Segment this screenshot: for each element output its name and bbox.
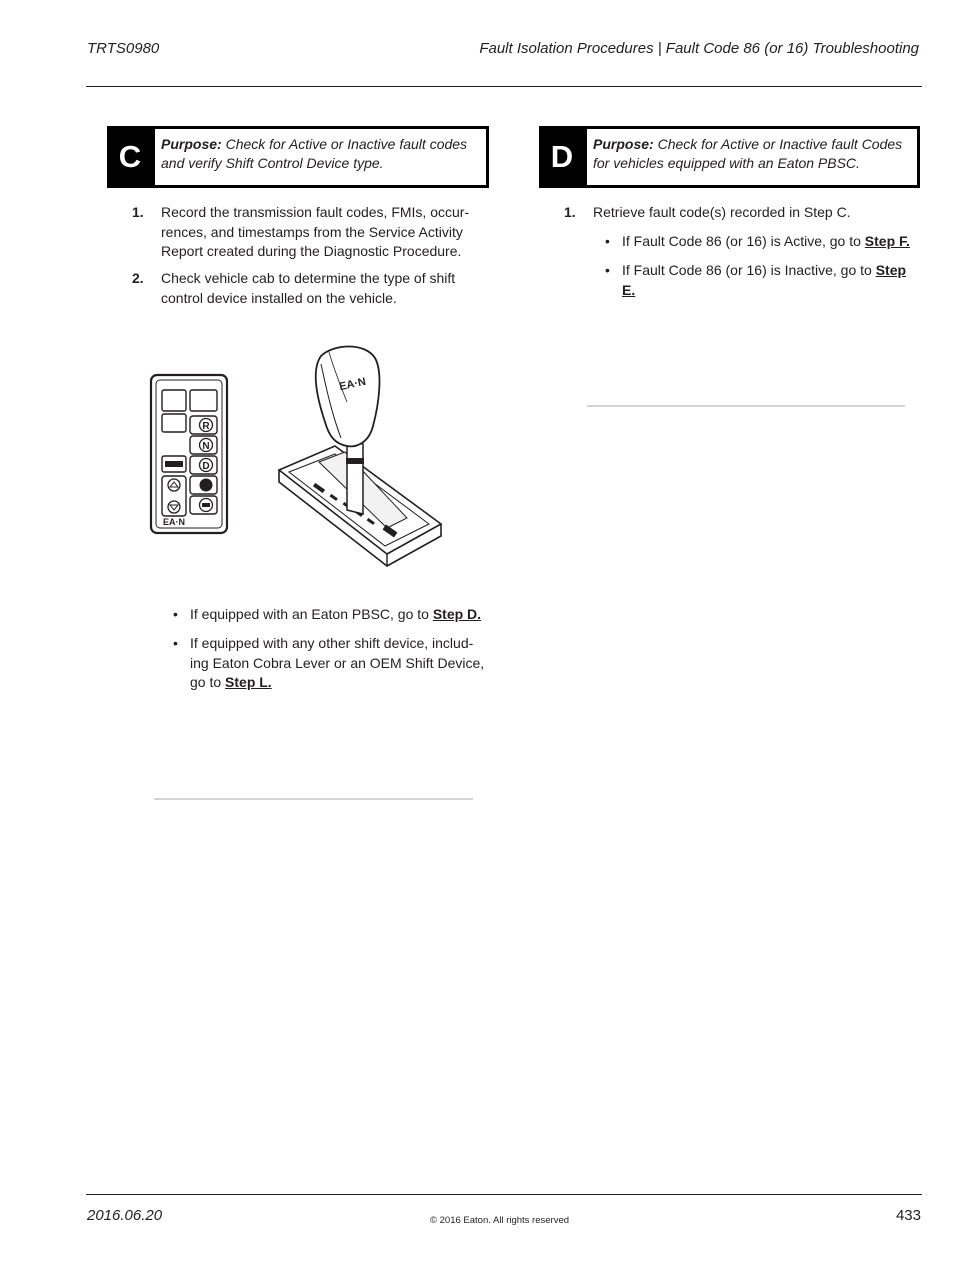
step-d-purpose	[587, 129, 917, 185]
bullet-line	[622, 261, 906, 281]
step-d-end-separator	[587, 405, 905, 407]
bullet-marker: •	[605, 262, 610, 278]
step-d-item-1	[564, 203, 914, 225]
bullet-text	[190, 605, 481, 625]
copyright-notice: © 2016 Eaton. All rights reserved	[430, 1215, 570, 1226]
step-d-link[interactable]: Step D.	[432, 606, 482, 622]
step-c-bullet-1	[173, 605, 493, 627]
footer-rule	[86, 1194, 922, 1195]
bullet-line	[622, 281, 906, 301]
bullet-text	[622, 261, 906, 300]
document-id: TRTS0980	[87, 40, 160, 57]
item-line: Report created during the Diagnostic Procedure.	[161, 243, 462, 259]
bullet-marker: •	[605, 233, 610, 249]
step-c-item-1	[132, 203, 492, 263]
bullet-prefix: If Fault Code 86 (or 16) is Inactive, go to	[622, 262, 876, 278]
bullet-text	[190, 634, 484, 693]
item-number: 1.	[564, 204, 576, 220]
item-line: Record the transmission fault codes, FMIs, occur-	[161, 204, 470, 220]
item-line: control device installed on the vehicle.	[161, 289, 397, 306]
step-d-box	[539, 126, 920, 188]
button-n-label: N	[202, 441, 210, 452]
bullet-prefix: If Fault Code 86 (or 16) is Active, go to	[622, 233, 865, 249]
item-line: rences, and timestamps from the Service Activity	[161, 223, 463, 240]
bullet-prefix: go to	[190, 674, 226, 690]
item-number: 2.	[132, 270, 144, 286]
item-text	[161, 203, 469, 262]
step-c-end-separator	[154, 798, 473, 800]
header-rule	[86, 86, 922, 87]
step-d-bullet-1	[605, 232, 925, 254]
section-title: Fault Isolation Procedures | Fault Code 86 (or 16) Troubleshooting	[479, 40, 919, 57]
button-d-label: D	[202, 461, 210, 472]
bullet-marker: •	[173, 606, 178, 622]
step-c-purpose	[155, 129, 486, 185]
button-r-label: R	[202, 421, 210, 432]
purpose-label: Purpose:	[161, 136, 222, 152]
step-e-link[interactable]: Step	[875, 262, 907, 278]
step-l-link[interactable]: Step L.	[225, 674, 272, 690]
step-c-bullet-2	[173, 634, 493, 696]
item-text	[161, 269, 455, 308]
item-line: Check vehicle cab to determine the type of shift	[161, 270, 456, 286]
step-d-letter: D	[550, 139, 574, 174]
page-number: 433	[895, 1207, 921, 1224]
shift-lever-illustration	[275, 342, 445, 570]
step-e-link-continued[interactable]: E.	[622, 281, 636, 298]
item-text: Retrieve fault code(s) recorded in Step C.	[593, 204, 851, 220]
bullet-text	[622, 232, 910, 252]
purpose-text-line1: Check for Active or Inactive fault codes	[225, 136, 468, 152]
step-c-letter: C	[118, 139, 142, 174]
lever-eaton-logo: EA·N	[338, 375, 367, 394]
bullet-prefix: If equipped with an Eaton PBSC, go to	[190, 606, 433, 622]
purpose-label: Purpose:	[593, 136, 654, 152]
bullet-marker: •	[173, 635, 178, 651]
bullet-line	[190, 673, 484, 693]
purpose-text-line2: and verify Shift Control Device type.	[161, 155, 384, 171]
purpose-text-line2: for vehicles equipped with an Eaton PBSC.	[593, 155, 860, 171]
step-c-item-2	[132, 269, 492, 309]
pushbutton-shift-control-illustration	[148, 372, 232, 536]
publication-date: 2016.06.20	[87, 1207, 163, 1224]
step-d-bullet-2	[605, 261, 925, 303]
step-f-link[interactable]: Step F.	[864, 233, 910, 249]
bullet-line: ing Eaton Cobra Lever or an OEM Shift Device,	[190, 654, 485, 671]
item-number: 1.	[132, 204, 144, 220]
step-c-box	[107, 126, 489, 188]
bullet-line: If equipped with any other shift device, includ-	[190, 635, 474, 651]
purpose-text-line1: Check for Active or Inactive fault Codes	[657, 136, 903, 152]
pushbutton-eaton-logo: EA·N	[163, 517, 185, 527]
